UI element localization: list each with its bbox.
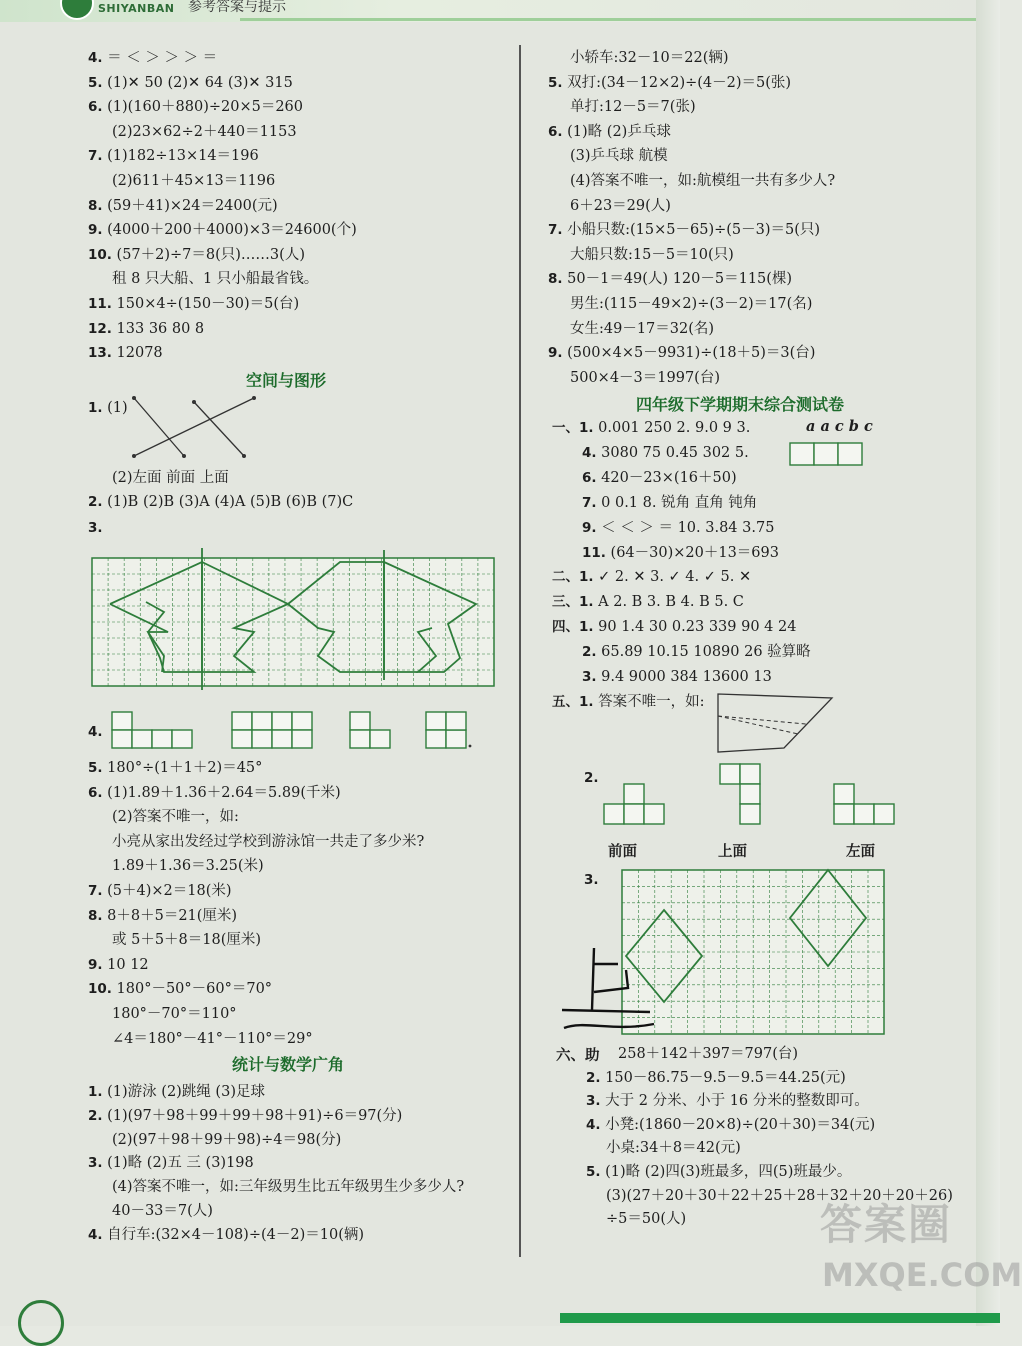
answer-text: (57＋2)÷7＝8(只)……3(人) — [116, 246, 305, 263]
question-number: 6. — [88, 99, 103, 116]
answer-line — [88, 97, 303, 117]
answer-line — [606, 1209, 686, 1229]
handwriting-scribble — [554, 940, 664, 1036]
answer-text: 小桌:34＋8＝42(元) — [606, 1140, 741, 1157]
section-title-final-exam: 四年级下学期期末综合测试卷 — [636, 395, 845, 414]
answer-line — [582, 543, 779, 563]
question-number: 11. — [88, 296, 112, 312]
question-number: 3. — [586, 1093, 601, 1110]
book-spine — [976, 0, 1000, 1326]
watermark-url: MXQE.COM — [822, 1256, 1022, 1294]
answer-text: (2)答案不唯一，如: — [112, 809, 239, 826]
answer-text: (4)答案不唯一，如:航模组一共有多少人? — [570, 173, 836, 189]
question-number-3: 3. — [88, 520, 103, 536]
answer-line — [582, 443, 749, 463]
question-number: 7. — [88, 148, 103, 165]
answer-line — [570, 97, 696, 117]
answer-text: (2)611＋45×13＝1196 — [112, 173, 276, 189]
question-number: 9. — [88, 222, 103, 239]
three-views-figure — [108, 708, 478, 754]
answer-text: 0 0.1 8. 锐角 直角 钝角 — [601, 494, 758, 511]
answer-line — [88, 294, 299, 314]
question-number: 5. — [88, 74, 103, 91]
answer-text: 0.001 250 2. 9.0 9 3. — [598, 420, 751, 436]
answer-line — [570, 48, 729, 68]
answer-text: (2)左面 前面 上面 — [112, 470, 229, 486]
question-number: 9. — [582, 519, 597, 536]
answer-line — [88, 906, 237, 926]
answer-line — [88, 220, 357, 240]
answer-line — [88, 196, 278, 216]
answer-text: 小轿车:32－10＝22(辆) — [570, 50, 729, 66]
answer-text: (64－30)×20＋13＝693 — [610, 544, 779, 561]
question-number: 7. — [582, 494, 597, 511]
answer-line — [606, 1138, 741, 1158]
answer-line — [88, 492, 353, 512]
answer-line — [112, 122, 297, 142]
answer-text: 12078 — [116, 345, 163, 362]
answer-text: (2)23×62÷2＋440＝1153 — [112, 123, 297, 140]
answer-text: 小船只数:(15×5－65)÷(5－3)＝5(只) — [567, 222, 821, 239]
answer-text: 50－1＝49(人) 120－5＝115(棵) — [567, 271, 793, 288]
answer-text: (3)乒乓球 航模 — [570, 148, 668, 165]
answer-line — [88, 758, 262, 778]
answer-line — [88, 1225, 364, 1245]
question-number — [88, 722, 103, 742]
answer-line — [552, 592, 744, 612]
view-label-top: 上面 — [718, 843, 747, 860]
answer-text: (59＋41)×24＝2400(元) — [107, 197, 278, 214]
question-number: 6. — [548, 123, 563, 140]
answer-line — [552, 418, 750, 438]
question-number: 4. — [586, 1116, 601, 1133]
answer-line — [112, 1004, 237, 1024]
answer-line — [88, 146, 259, 166]
answer-text: 1.89＋1.36＝3.25(米) — [112, 858, 264, 875]
answer-line — [552, 692, 705, 712]
question-number: 9. — [548, 345, 563, 362]
question-number: 10. — [88, 981, 112, 998]
answer-line — [570, 245, 734, 265]
answer-text: 40－33＝7(人) — [112, 1203, 213, 1219]
question-number: 4. — [582, 444, 597, 461]
answer-line — [88, 1082, 265, 1102]
answer-line — [570, 294, 812, 314]
answer-text: (1)略 (2)五 三 (3)198 — [107, 1155, 254, 1172]
answer-line — [570, 146, 668, 166]
question-number: 6. — [582, 469, 597, 486]
answer-boxes-figure — [788, 440, 864, 468]
answer-text: (1)(97＋98＋99＋99＋98＋91)÷6＝97(分) — [107, 1107, 403, 1124]
view-label-front: 前面 — [608, 843, 637, 860]
answer-line — [552, 617, 796, 637]
answer-line — [88, 245, 305, 265]
answer-text: 自行车:(32×4－108)÷(4－2)＝10(辆) — [107, 1226, 365, 1243]
question-number: 1. — [88, 1084, 103, 1100]
answer-text: 答案不唯一，如: — [598, 693, 705, 710]
answer-text: 小凳:(1860－20×8)÷(20＋30)＝34(元) — [605, 1116, 876, 1133]
answer-text: 180°－50°－60°＝70° — [116, 981, 273, 998]
brand-name: SHIYANBAN — [98, 2, 175, 15]
answer-line — [548, 220, 820, 240]
answer-text: 8＋8＋5＝21(厘米) — [107, 907, 238, 924]
answer-line — [88, 783, 341, 803]
answer-line — [548, 122, 671, 142]
running-title: 参考答案与提示 — [188, 0, 286, 15]
answer-line — [112, 1029, 313, 1049]
answer-line — [586, 1091, 869, 1111]
answer-text: (1)B (2)B (3)A (4)A (5)B (6)B (7)C — [107, 494, 354, 510]
section-title-geometry: 空间与图形 — [246, 371, 327, 390]
answer-text: 租 8 只大船、1 只小船最省钱。 — [112, 271, 319, 288]
answer-text: (1)略 (2)四(3)班最多，四(5)班最少。 — [605, 1164, 852, 1180]
answer-text: 258＋142＋397＝797(台) — [618, 1046, 799, 1062]
answer-text: (3)(27＋20＋30＋22＋25＋28＋32＋20＋20＋26) — [606, 1187, 953, 1204]
question-number-4: 4. — [88, 724, 103, 740]
answer-line — [548, 343, 815, 363]
answer-text: (5＋4)×2＝18(米) — [107, 883, 232, 899]
question-number: 四、1. — [552, 619, 594, 636]
answer-line — [112, 1201, 213, 1221]
question-number: 5. — [548, 74, 563, 91]
question-number: 7. — [548, 222, 563, 239]
views-answer-figure — [600, 762, 920, 834]
answer-line — [570, 196, 671, 216]
answer-text: 单打:12－5＝7(张) — [570, 99, 696, 116]
answer-text: (1) — [107, 400, 128, 416]
answer-text: 男生:(115－49×2)÷(3－2)＝17(名) — [570, 296, 813, 312]
question-number: 2. — [586, 1069, 601, 1086]
answer-text: 大船只数:15－5＝10(只) — [570, 246, 734, 263]
answer-text: 180°－70°＝110° — [112, 1006, 237, 1022]
answer-line — [88, 979, 272, 999]
answer-line — [88, 343, 163, 363]
question-number: 12. — [88, 320, 112, 337]
answer-line — [570, 171, 835, 191]
question-number: 13. — [88, 345, 112, 362]
crossing-lines-figure — [120, 390, 280, 462]
answer-line — [570, 319, 714, 339]
answer-text: (4)答案不唯一，如:三年级男生比五年级男生少多少人? — [112, 1179, 465, 1196]
question-number: 8. — [88, 197, 103, 214]
answer-text: 133 36 80 8 — [116, 320, 205, 337]
question-number: 10. — [88, 246, 112, 263]
section-title-statistics: 统计与数学广角 — [232, 1055, 345, 1074]
answer-text: 小亮从家出发经过学校到游泳馆一共走了多少米? — [112, 833, 425, 850]
answer-text: 9.4 9000 384 13600 13 — [601, 669, 772, 685]
answer-text: (1)略 (2)乒乓球 — [567, 123, 671, 140]
column-divider — [519, 45, 521, 1257]
question-number: 5. — [88, 760, 103, 776]
answer-line — [548, 73, 791, 93]
answer-line — [582, 493, 757, 513]
header-rule — [240, 18, 1000, 21]
question-number: 9. — [88, 956, 103, 973]
answer-line — [112, 171, 275, 191]
answer-text: ＜ ＜ ＞ ＝ 10. 3.84 3.75 — [601, 519, 775, 536]
answer-line — [582, 642, 811, 662]
question-number — [584, 870, 599, 890]
question-number: 2. — [88, 1107, 103, 1124]
question-number: 3. — [88, 1155, 103, 1172]
answer-line — [582, 468, 737, 488]
question-number: 1. — [88, 400, 103, 416]
answer-line — [112, 856, 264, 876]
answer-line — [88, 48, 217, 68]
answer-line — [586, 1068, 846, 1088]
answer-text: ÷5＝50(人) — [606, 1211, 687, 1228]
answer-line — [88, 881, 232, 901]
answer-text: 420－23×(16＋50) — [601, 469, 737, 486]
answer-line — [112, 1177, 464, 1197]
question-number — [88, 518, 103, 538]
answer-line — [112, 269, 318, 289]
answer-text: ∠4＝180°－41°－110°＝29° — [112, 1030, 313, 1047]
question-number: 一、1. — [552, 420, 594, 436]
question-number: 4. — [88, 50, 103, 66]
quadrilateral-figure — [714, 690, 838, 762]
answer-text: 大于 2 分米、小于 16 分米的整数即可。 — [605, 1093, 869, 1110]
answer-line — [586, 1115, 875, 1135]
answer-line — [112, 1130, 341, 1150]
answer-text: (2)(97＋98＋99＋98)÷4＝98(分) — [112, 1131, 342, 1148]
answer-text: 10 12 — [107, 956, 149, 973]
answer-text: (1)(160＋880)÷20×5＝260 — [107, 99, 303, 116]
symmetry-grid-figure — [88, 540, 498, 700]
answer-text: (1)游泳 (2)跳绳 (3)足球 — [107, 1084, 265, 1100]
answer-text: (500×4×5－9931)÷(18＋5)＝3(台) — [567, 345, 816, 362]
answer-line — [548, 269, 792, 289]
answer-text: 女生:49－17＝32(名) — [570, 320, 715, 337]
answer-line — [112, 930, 261, 950]
question-number: 8. — [88, 907, 103, 924]
answer-text: 180°÷(1＋1＋2)＝45° — [107, 760, 263, 776]
answer-letters: a a c b c — [806, 418, 873, 435]
answer-line — [582, 667, 772, 687]
question-number: 五、1. — [552, 693, 594, 710]
question-number-views: 2. — [584, 770, 599, 786]
question-number: 5. — [586, 1164, 601, 1180]
answer-line — [618, 1044, 798, 1064]
question-number: 二、1. — [552, 569, 594, 586]
answer-line — [88, 319, 204, 339]
view-label-left: 左面 — [846, 843, 875, 860]
answer-line — [88, 955, 149, 975]
answer-line — [88, 73, 293, 93]
bottom-color-bar — [560, 1313, 1000, 1323]
answer-line — [582, 518, 774, 538]
watermark-title: 答案圈 — [820, 1200, 953, 1249]
page-corner-icon — [18, 1300, 64, 1346]
answer-text: 150×4÷(150－30)＝5(台) — [116, 296, 300, 312]
answer-text: 65.89 10.15 10890 26 验算略 — [601, 644, 811, 661]
answer-text: (1)1.89＋1.36＋2.64＝5.89(千米) — [107, 784, 341, 801]
answer-line — [88, 1153, 254, 1173]
question-number: 三、1. — [552, 594, 594, 611]
answer-line — [112, 832, 424, 852]
answer-text: A 2. B 3. B 4. B 5. C — [598, 594, 744, 611]
question-number: 2. — [88, 494, 103, 510]
question-number: 3. — [582, 669, 597, 685]
question-number: 11. — [582, 544, 606, 561]
answer-text: (1)182÷13×14＝196 — [107, 148, 259, 165]
question-number: 8. — [548, 271, 563, 288]
question-number: 2. — [582, 644, 597, 661]
answer-text: 6＋23＝29(人) — [570, 197, 671, 214]
answer-line — [112, 807, 239, 827]
answer-line — [552, 567, 751, 587]
handwritten-label: 六、助 — [556, 1047, 600, 1064]
question-number: 7. — [88, 883, 103, 899]
answer-text: 90 1.4 30 0.23 339 90 4 24 — [598, 619, 797, 636]
answer-text: (4000＋200＋4000)×3＝24600(个) — [107, 222, 357, 239]
answer-text: 3080 75 0.45 302 5. — [601, 444, 749, 461]
question-number: 4. — [88, 1226, 103, 1243]
question-number — [584, 768, 599, 788]
answer-line — [586, 1162, 851, 1182]
answer-text: 或 5＋5＋8＝18(厘米) — [112, 932, 262, 949]
answer-text: ✓ 2. ✕ 3. ✓ 4. ✓ 5. ✕ — [598, 569, 752, 586]
question-number: 6. — [88, 784, 103, 801]
answer-text: 双打:(34－12×2)÷(4－2)＝5(张) — [567, 74, 792, 91]
answer-text: 150－86.75－9.5－9.5＝44.25(元) — [605, 1069, 846, 1086]
answer-text: ＝ ＜ ＞ ＞ ＞ ＝ — [107, 50, 218, 66]
answer-text: 500×4－3＝1997(台) — [570, 369, 720, 386]
answer-line — [570, 368, 720, 388]
question-number-grid: 3. — [584, 872, 599, 888]
answer-text: (1)✕ 50 (2)✕ 64 (3)✕ 315 — [107, 74, 293, 91]
answer-line — [88, 1106, 402, 1126]
